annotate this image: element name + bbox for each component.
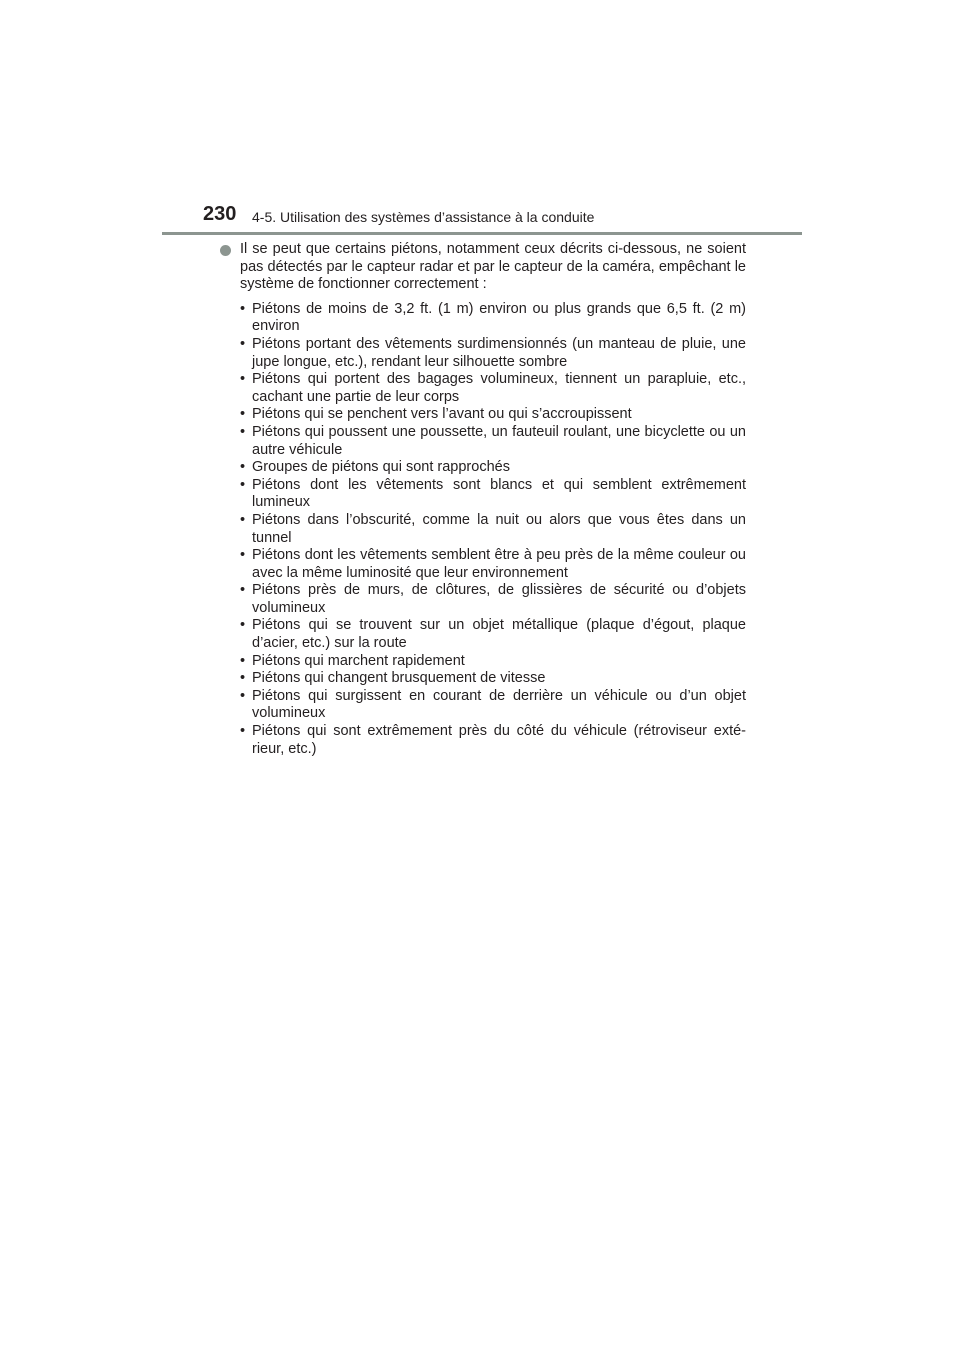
list-item-text: Piétons dont les vêtements sont blancs et qui semblent extrêmement lumineux	[252, 476, 746, 511]
list-item-text: Piétons dans l’obscurité, comme la nuit ou alors que vous êtes dans un tunnel	[252, 511, 746, 546]
list-item	[240, 582, 746, 617]
list-item	[240, 512, 746, 547]
bullet-dot-icon: •	[240, 617, 246, 634]
list-item-text: Piétons près de murs, de clôtures, de glissières de sécurité ou d’objets volumineux	[252, 582, 746, 616]
bullet-dot-icon: •	[240, 511, 246, 528]
list-item-text: Groupes de piétons qui sont rapprochés	[252, 459, 510, 476]
list-item	[240, 617, 746, 652]
bullet-dot-icon: •	[240, 371, 246, 388]
round-bullet-icon	[220, 245, 231, 256]
list-item	[240, 547, 746, 582]
bullet-dot-icon: •	[240, 723, 246, 740]
list-item	[240, 653, 746, 671]
content-block	[220, 241, 746, 758]
bullet-dot-icon: •	[240, 670, 246, 687]
lead-paragraph	[220, 241, 746, 294]
list-item-text: Piétons qui changent brusquement de vitesse	[252, 670, 546, 687]
list-item	[240, 670, 746, 688]
page-number: 230	[203, 203, 237, 225]
list-item	[240, 688, 746, 723]
bullet-dot-icon: •	[240, 335, 246, 352]
list-item-text: Piétons portant des vêtements surdimensionnés (un manteau de pluie, une jupe longue, etc.), rendant leur silhouette sombre	[252, 335, 746, 370]
bullet-dot-icon: •	[240, 476, 246, 493]
bullet-dot-icon: •	[240, 687, 246, 704]
list-item	[240, 336, 746, 371]
list-item	[240, 301, 746, 336]
list-item	[240, 371, 746, 406]
list-item-text: Piétons qui se penchent vers l’avant ou qui s’accroupissent	[252, 406, 632, 423]
list-item	[240, 723, 746, 758]
list-item	[240, 459, 746, 477]
list-item-text: Piétons qui surgissent en courant de derrière un véhicule ou d’un objet volumineux	[252, 687, 746, 722]
bullet-dot-icon: •	[240, 459, 246, 476]
lead-text: Il se peut que certains piétons, notamment ceux décrits ci-dessous, ne soient pas détectés par le capteur radar et par le capteur de la caméra, empêchant le système de fonctionner correctement :	[240, 241, 746, 293]
list-item-text: Piétons dont les vêtements semblent être à peu près de la même couleur ou avec la même luminosité que leur environnement	[252, 547, 746, 581]
pedestrian-conditions-list	[240, 301, 746, 758]
bullet-dot-icon: •	[240, 652, 246, 669]
list-item-text: Piétons qui poussent une poussette, un fauteuil roulant, une bicyclette ou un autre véhicule	[252, 423, 746, 458]
list-item-text: Piétons qui portent des bagages volumineux, tiennent un parapluie, etc., cachant une partie de leur corps	[252, 371, 746, 405]
list-item	[240, 406, 746, 424]
bullet-dot-icon: •	[240, 582, 246, 599]
list-item	[240, 424, 746, 459]
list-item-text: Piétons qui marchent rapidement	[252, 652, 465, 669]
list-item	[240, 477, 746, 512]
header-rule	[162, 232, 802, 235]
bullet-dot-icon: •	[240, 423, 246, 440]
list-item-text: Piétons qui se trouvent sur un objet métallique (plaque d’égout, plaque d’acier, etc.) sur la route	[252, 617, 746, 652]
section-title: 4-5. Utilisation des systèmes d’assistance à la conduite	[252, 209, 595, 225]
list-item-text: Piétons de moins de 3,2 ft. (1 m) environ ou plus grands que 6,5 ft. (2 m) environ	[252, 300, 746, 335]
bullet-dot-icon: •	[240, 547, 246, 564]
bullet-dot-icon: •	[240, 300, 246, 317]
list-item-text: Piétons qui sont extrêmement près du côté du véhicule (rétroviseur exté-rieur, etc.)	[252, 723, 746, 757]
bullet-dot-icon: •	[240, 406, 246, 423]
